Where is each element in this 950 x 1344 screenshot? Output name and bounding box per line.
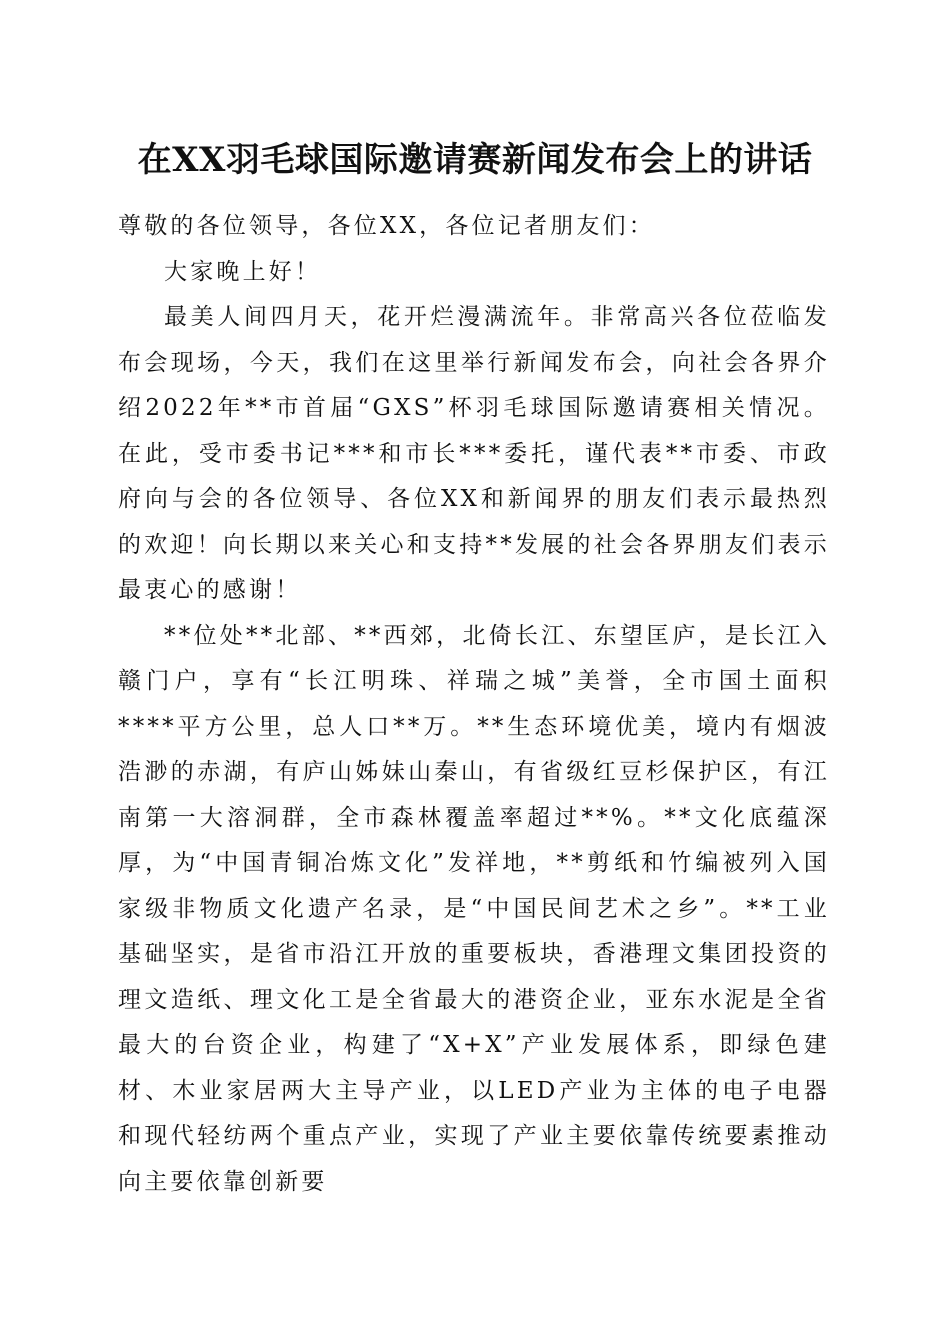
- paragraph-welcome: 最美人间四月天，花开烂漫满流年。非常高兴各位莅临发布会现场，今天，我们在这里举行新闻发布会，向社会各界介绍2022年**市首届“GXS”杯羽毛球国际邀请赛相关情况。在此，受市委书记***和市长***委托，谨代表**市委、市政府向与会的各位领导、各位XX和新闻界的朋友们表示最热烈的欢迎！向长期以来关心和支持**发展的社会各界朋友们表示最衷心的感谢！: [118, 304, 830, 603]
- document-body: [118, 204, 830, 1205]
- salutation: 尊敬的各位领导，各位XX，各位记者朋友们：: [118, 213, 655, 239]
- greeting: 大家晚上好！: [164, 258, 322, 285]
- document-title: 在XX羽毛球国际邀请赛新闻发布会上的讲话: [137, 140, 813, 180]
- paragraph-city-intro: **位处**北部、**西郊，北倚长江、东望匡庐，是长江入赣门户，享有“长江明珠、祥瑞之城”美誉，全市国土面积****平方公里，总人口**万。**生态环境优美，境内有烟波浩渺的赤湖，有庐山姊妹山秦山，有省级红豆杉保护区，有江南第一大溶洞群，全市森林覆盖率超过**%。**文化底蕴深厚，为“中国青铜冶炼文化”发祥地，**剪纸和竹编被列入国家级非物质文化遗产名录，是“中国民间艺术之乡”。**工业基础坚实，是省市沿江开放的重要板块，香港理文集团投资的理文造纸、理文化工是全省最大的港资企业，亚东水泥是全省最大的台资企业，构建了“X+X”产业发展体系，即绿色建材、木业家居两大主导产业，以LED产业为主体的电子电器和现代轻纺两个重点产业，实现了产业主要依靠传统要素推动向主要依靠创新要: [118, 622, 830, 1195]
